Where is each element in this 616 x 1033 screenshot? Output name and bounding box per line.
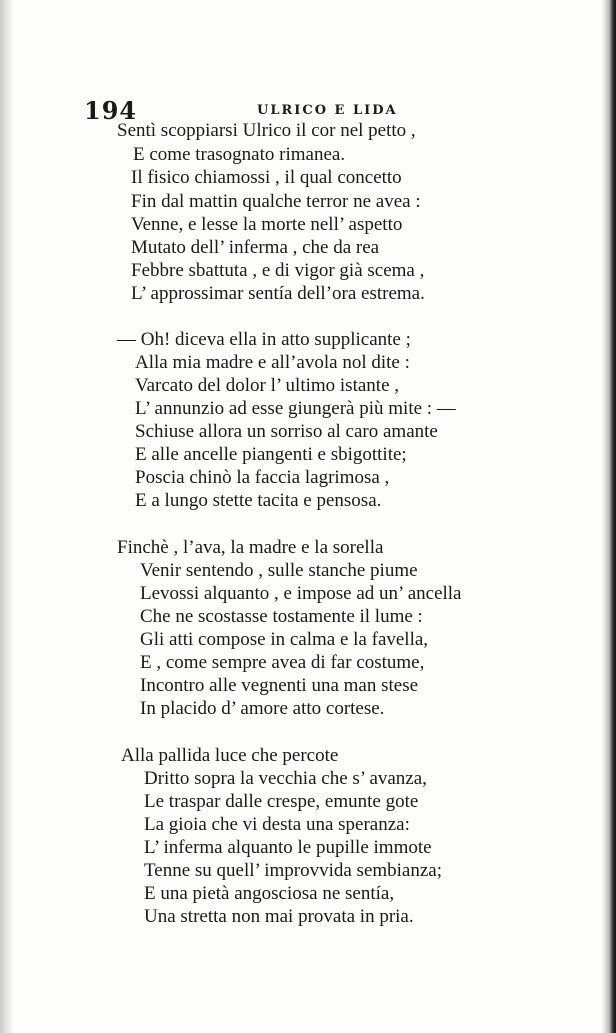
verse-line: Sentì scoppiarsi Ulrico il cor nel petto , xyxy=(117,120,416,141)
verse-line: Le traspar dalle crespe, emunte gote xyxy=(144,791,419,812)
verse-line: Venir sentendo , sulle stanche piume xyxy=(140,560,418,581)
verse-line: Febbre sbattuta , e di vigor già scema , xyxy=(131,260,425,281)
verse-line: E a lungo stette tacita e pensosa. xyxy=(135,490,382,511)
verse-line: E alle ancelle piangenti e sbigottite; xyxy=(135,444,407,465)
verse-line: Alla mia madre e all’avola nol dite : xyxy=(135,352,410,373)
verse-line: Incontro alle vegnenti una man stese xyxy=(140,675,419,696)
verse-line: Che ne scostasse tostamente il lume : xyxy=(140,606,423,627)
verse-line: Tenne su quell’ improvvida sembianza; xyxy=(144,860,443,881)
verse-line: Poscia chinò la faccia lagrimosa , xyxy=(135,467,390,488)
verse-line: In placido d’ amore atto cortese. xyxy=(140,698,385,719)
verse-line: Fin dal mattin qualche terror ne avea : xyxy=(131,191,421,212)
verse-line: Gli atti compose in calma e la favella, xyxy=(140,629,429,650)
verse-line: Levossi alquanto , e impose ad un’ ancella xyxy=(140,583,462,604)
verse-line: La gioia che vi desta una speranza: xyxy=(144,814,410,835)
verse-line: Venne, e lesse la morte nell’ aspetto xyxy=(131,214,403,235)
verse-line: E come trasognato rimanea. xyxy=(133,144,346,165)
verse-line: Mutato dell’ inferma , che da rea xyxy=(131,237,380,258)
running-title: ULRICO E LIDA xyxy=(257,103,398,118)
verse-line: Schiuse allora un sorriso al caro amante xyxy=(135,421,438,442)
verse-line: — Oh! diceva ella in atto supplicante ; xyxy=(117,329,411,350)
verse-line: Dritto sopra la vecchia che s’ avanza, xyxy=(144,768,427,789)
verse-line: L’ approssimar sentía dell’ora estrema. xyxy=(131,283,425,304)
verse-line: E , come sempre avea di far costume, xyxy=(140,652,425,673)
verse-line: Alla pallida luce che percote xyxy=(121,745,339,766)
page-edge-shadow xyxy=(602,0,616,1033)
verse-line: Varcato del dolor l’ ultimo istante , xyxy=(135,375,399,396)
verse-line: L’ annunzio ad esse giungerà più mite : — xyxy=(135,398,456,419)
verse-line: E una pietà angosciosa ne sentía, xyxy=(144,883,395,904)
verse-line: Il fisico chiamossi , il qual concetto xyxy=(131,167,402,188)
verse-line: Finchè , l’ava, la madre e la sorella xyxy=(117,537,384,558)
page-header xyxy=(80,96,500,125)
page-number: 194 xyxy=(84,96,138,125)
verse-line: L’ inferma alquanto le pupille immote xyxy=(144,837,432,858)
page-gutter-shadow xyxy=(0,0,14,1033)
verse-line: Una stretta non mai provata in pria. xyxy=(144,906,414,927)
